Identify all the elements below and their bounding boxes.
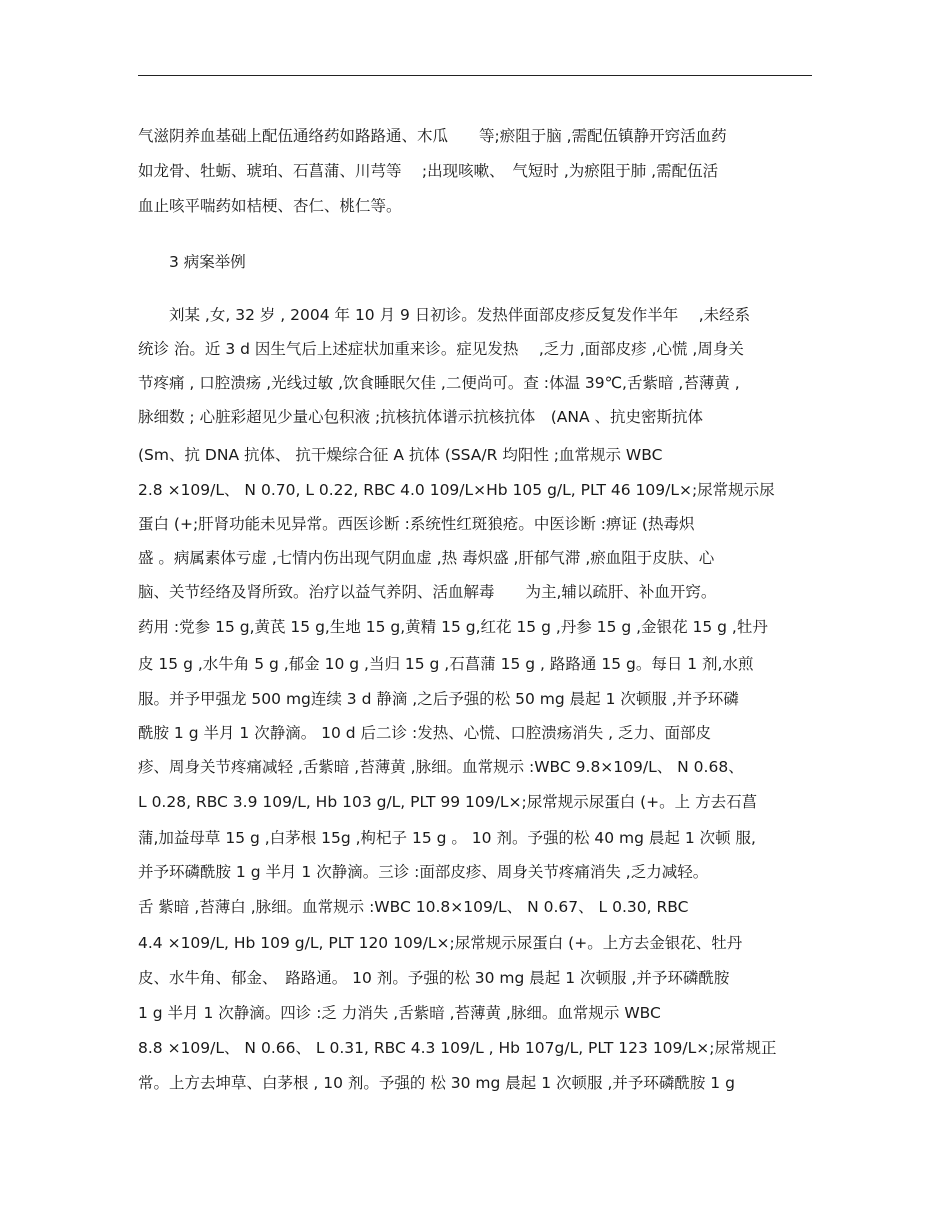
text-line: 蛋白 (+;肝肾功能未见异常。西医诊断 :系统性红斑狼疮。中医诊断 :痹证 (热毒炽 xyxy=(138,515,695,533)
text-line: 脑、关节经络及肾所致。治疗以益气养阴、活血解毒 为主,辅以疏肝、补血开窍。 xyxy=(138,583,717,601)
text-line: 并予环磷酰胺 1 g 半月 1 次静滴。三诊 :面部皮疹、周身关节疼痛消失 ,乏力减轻。 xyxy=(138,863,709,881)
text-line: 8.8 ×109/L、 N 0.66、 L 0.31, RBC 4.3 109/L , Hb 107g/L, PLT 123 109/L×;尿常规正 xyxy=(138,1039,777,1057)
section-heading: 3 病案举例 xyxy=(138,253,246,271)
header-rule xyxy=(138,75,812,76)
text-line: (Sm、抗 DNA 抗体、 抗干燥综合征 A 抗体 (SSA/R 均阳性 ;血常规示 WBC xyxy=(138,446,663,464)
text-line: 脉细数 ; 心脏彩超见少量心包积液 ;抗核抗体谱示抗核抗体 (ANA 、抗史密斯抗体 xyxy=(138,408,704,426)
text-line: 酰胺 1 g 半月 1 次静滴。 10 d 后二诊 :发热、心慌、口腔溃疡消失 , 乏力、面部皮 xyxy=(138,724,711,742)
text-line: 如龙骨、牡蛎、琥珀、石菖蒲、川芎等 ;出现咳嗽、 气短时 ,为瘀阻于肺 ,需配伍活 xyxy=(138,162,719,180)
text-line: 服。并予甲强龙 500 mg连续 3 d 静滴 ,之后予强的松 50 mg 晨起 1 次顿服 ,并予环磷 xyxy=(138,690,739,708)
text-line: 皮 15 g ,水牛角 5 g ,郁金 10 g ,当归 15 g ,石菖蒲 15 g , 路路通 15 g。每日 1 剂,水煎 xyxy=(138,655,754,673)
text-line: 舌 紫暗 ,苔薄白 ,脉细。血常规示 :WBC 10.8×109/L、 N 0.67、 L 0.30, RBC xyxy=(138,898,689,916)
text-line: 刘某 ,女, 32 岁 , 2004 年 10 月 9 日初诊。发热伴面部皮疹反复发作半年 ,未经系 xyxy=(138,306,751,324)
text-line: 皮、水牛角、郁金、 路路通。 10 剂。予强的松 30 mg 晨起 1 次顿服 ,并予环磷酰胺 xyxy=(138,969,730,987)
text-line: 1 g 半月 1 次静滴。四诊 :乏 力消失 ,舌紫暗 ,苔薄黄 ,脉细。血常规示 WBC xyxy=(138,1004,661,1022)
text-line: 蒲,加益母草 15 g ,白茅根 15g ,枸杞子 15 g 。 10 剂。予强的松 40 mg 晨起 1 次顿 服, xyxy=(138,829,756,847)
text-line: 血止咳平喘药如桔梗、杏仁、桃仁等。 xyxy=(138,197,402,215)
text-line: 2.8 ×109/L、 N 0.70, L 0.22, RBC 4.0 109/L×Hb 105 g/L, PLT 46 109/L×;尿常规示尿 xyxy=(138,481,775,499)
text-line: L 0.28, RBC 3.9 109/L, Hb 103 g/L, PLT 99 109/L×;尿常规示尿蛋白 (+。上 方去石菖 xyxy=(138,793,758,811)
text-line: 节疼痛 , 口腔溃疡 ,光线过敏 ,饮食睡眠欠佳 ,二便尚可。查 :体温 39℃,舌紫暗 ,苔薄黄 , xyxy=(138,374,740,392)
text-line: 药用 :党参 15 g,黄芪 15 g,生地 15 g,黄精 15 g,红花 15 g ,丹参 15 g ,金银花 15 g ,牡丹 xyxy=(138,618,768,636)
text-line: 疹、周身关节疼痛减轻 ,舌紫暗 ,苔薄黄 ,脉细。血常规示 :WBC 9.8×109/L、 N 0.68、 xyxy=(138,758,744,776)
text-line: 盛 。病属素体亏虚 ,七情内伤出现气阴血虚 ,热 毒炽盛 ,肝郁气滞 ,瘀血阻于皮肤、心 xyxy=(138,549,715,567)
text-line: 统诊 治。近 3 d 因生气后上述症状加重来诊。症见发热 ,乏力 ,面部皮疹 ,心慌 ,周身关 xyxy=(138,340,744,358)
text-line: 常。上方去坤草、白茅根 , 10 剂。予强的 松 30 mg 晨起 1 次顿服 ,并予环磷酰胺 1 g xyxy=(138,1074,735,1092)
text-line: 气滋阴养血基础上配伍通络药如路路通、木瓜 等;瘀阻于脑 ,需配伍镇静开窍活血药 xyxy=(138,127,727,145)
text-line: 4.4 ×109/L, Hb 109 g/L, PLT 120 109/L×;尿常规示尿蛋白 (+。上方去金银花、牡丹 xyxy=(138,934,743,952)
